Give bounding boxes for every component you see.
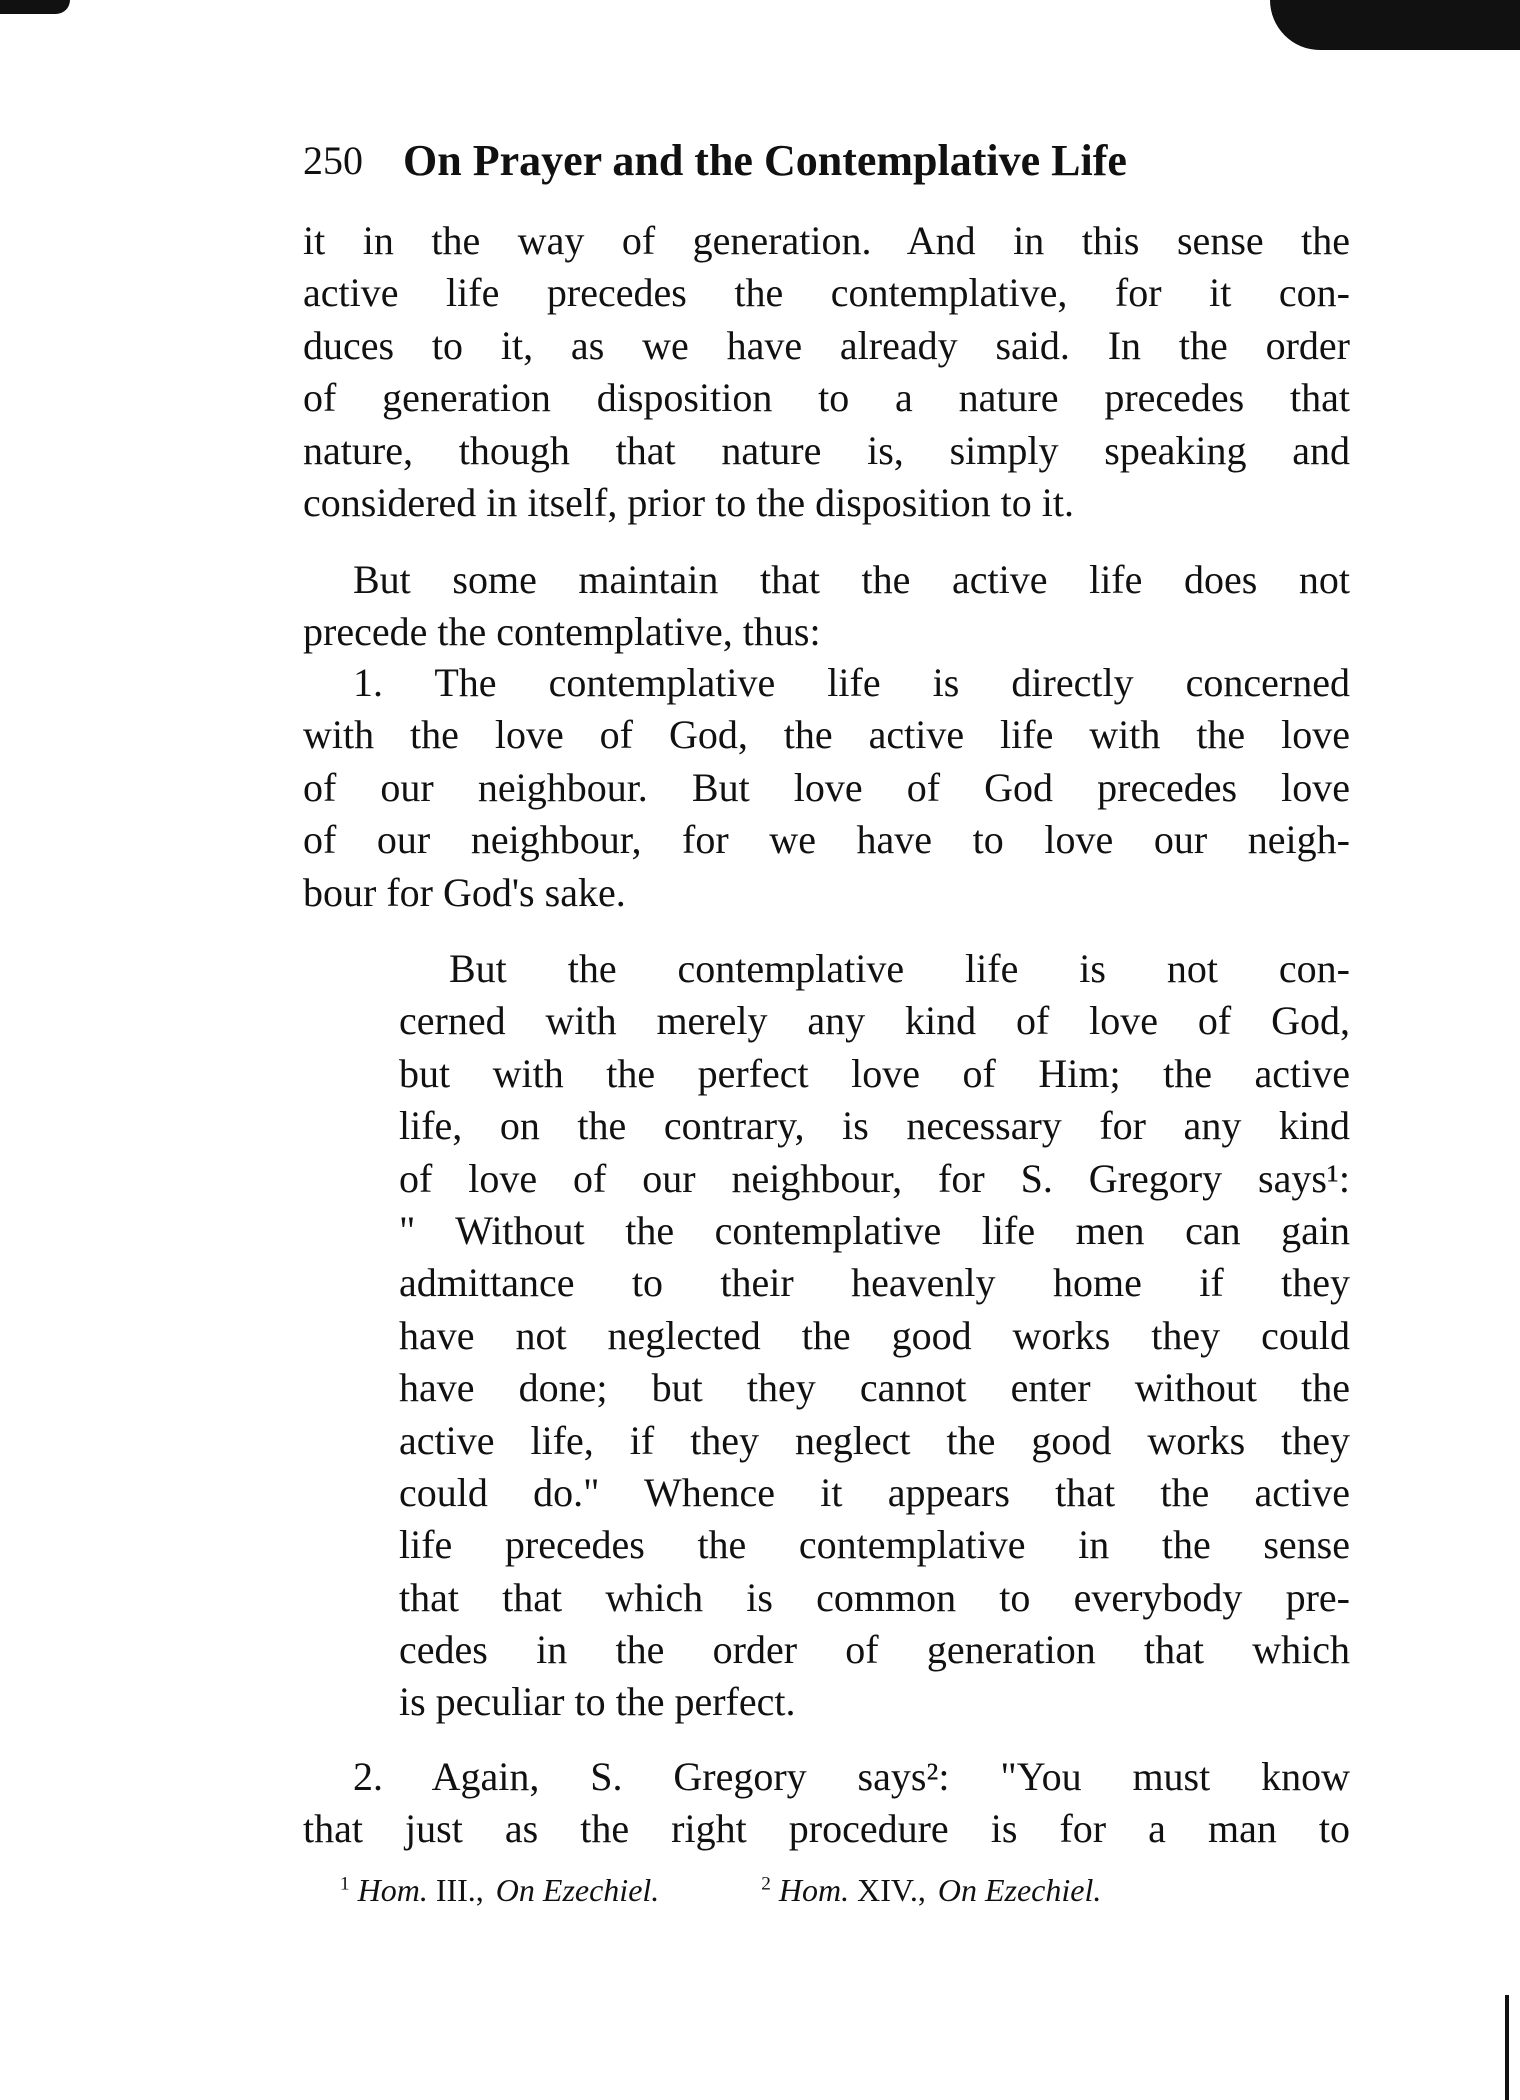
text-line: active life precedes the contemplative, for it con- [303, 270, 1350, 316]
text-line: but with the perfect love of Him; the active [399, 1050, 1350, 1096]
text-line: life precedes the contemplative in the sense [399, 1522, 1350, 1568]
footnote-work: On Ezechiel. [937, 1872, 1102, 1908]
footnote-ref: Hom. [357, 1872, 428, 1908]
text-line: is peculiar to the perfect. [399, 1679, 796, 1725]
text-line: 2. Again, S. Gregory says²: "You must know [353, 1754, 1350, 1799]
block-quote [399, 943, 1350, 1729]
text-line: of our neighbour, for we have to love our neigh- [303, 817, 1350, 863]
footnote-1 [340, 1872, 667, 1908]
text-line: considered in itself, prior to the disposition to it. [303, 479, 1075, 525]
text-line: life, on the contrary, is necessary for any kind [399, 1103, 1350, 1149]
text-line: have done; but they cannot enter without the [399, 1365, 1350, 1411]
scan-edge-bottom-right [1505, 1995, 1509, 2100]
page-number: 250 [303, 137, 363, 183]
text-line: precede the contemplative, thus: [303, 609, 821, 655]
text-line: of generation disposition to a nature precedes that [303, 375, 1350, 421]
paragraph [303, 215, 1350, 529]
text-line: " Without the contemplative life men can gain [399, 1207, 1350, 1253]
text-line: nature, though that nature is, simply speaking and [303, 427, 1350, 473]
text-line: admittance to their heavenly home if they [399, 1260, 1350, 1306]
text-line: active life, if they neglect the good works they [399, 1417, 1350, 1463]
scan-shadow-top-left [0, 0, 70, 14]
text-line: cedes in the order of generation that which [399, 1627, 1350, 1673]
footnote-mark: 1 [340, 1873, 350, 1895]
text-line: of our neighbour. But love of God precedes love [303, 764, 1350, 810]
text-line: cerned with merely any kind of love of God, [399, 998, 1350, 1044]
running-title: On Prayer and the Contemplative Life [403, 135, 1127, 185]
footnotes [340, 1872, 1105, 1909]
text-line: have not neglected the good works they could [399, 1312, 1350, 1358]
footnote-2 [761, 1872, 1101, 1908]
paragraph [303, 1751, 1350, 1856]
text-line: it in the way of generation. And in this sense the [303, 218, 1350, 263]
footnote-work: On Ezechiel. [495, 1872, 660, 1908]
running-header [303, 130, 1325, 190]
text-line: 1. The contemplative life is directly concerned [353, 660, 1350, 705]
footnote-num: XIV., [857, 1872, 926, 1908]
scan-shadow-top-right [1270, 0, 1520, 50]
footnote-ref: Hom. [778, 1872, 850, 1908]
text-line: bour for God's sake. [303, 869, 626, 915]
text-line: But the contemplative life is not con- [449, 946, 1350, 991]
text-line: could do." Whence it appears that the active [399, 1469, 1350, 1515]
text-line: that that which is common to everybody pre- [399, 1574, 1350, 1620]
paragraph [303, 657, 1350, 919]
text-line: with the love of God, the active life with the love [303, 712, 1350, 758]
text-line: But some maintain that the active life does not [353, 557, 1350, 602]
text-line: that just as the right procedure is for a man to [303, 1806, 1350, 1852]
footnote-num: III., [435, 1872, 484, 1908]
footnote-mark: 2 [761, 1873, 771, 1895]
text-line: duces to it, as we have already said. In the order [303, 322, 1350, 368]
paragraph [303, 554, 1350, 659]
text-line: of love of our neighbour, for S. Gregory says¹: [399, 1155, 1350, 1201]
